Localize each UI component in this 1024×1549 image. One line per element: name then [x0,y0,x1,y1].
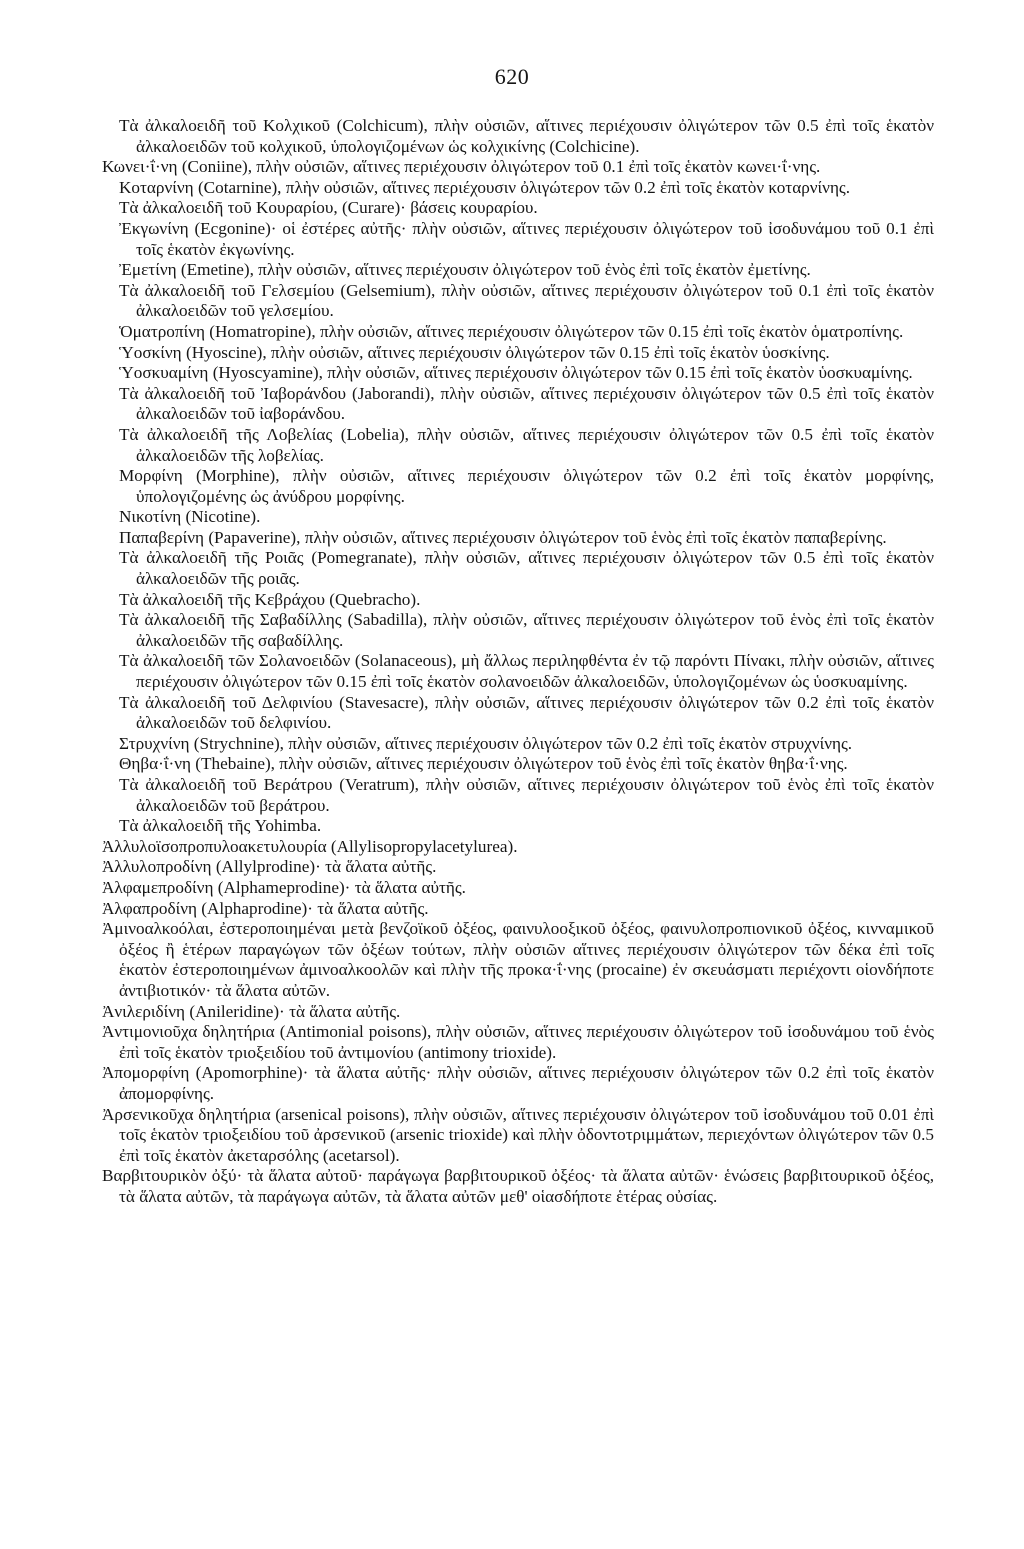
entry-ecgonine: Ἐκγωνίνη (Ecgonine)· οἱ ἐστέρες αὐτῆς· πλὴν οὐσιῶν, αἵτινες περιέχουσιν ὀλιγώτερον τοῦ ἰσοδυνάμου τοῦ 0.1 ἐπὶ τοῖς ἑκατὸν ἐκγωνίνης. [119,218,934,259]
entry-colchicum: Τὰ ἀλκαλοειδῆ τοῦ Κολχικοῦ (Colchicum), πλὴν οὐσιῶν, αἵτινες περιέχουσιν ὀλιγώτερον τῶν 0.5 ἐπὶ τοῖς ἑκατὸν ἀλκαλοειδῶν τοῦ κολχικοῦ, ὑπολογιζομένων ὡς κολχικίνης (Colchicine). [119,116,934,156]
entry-hyoscine: Ὑοσκίνη (Hyoscine), πλὴν οὐσιῶν, αἵτινες περιέχουσιν ὀλιγώτερον τῶν 0.15 ἐπὶ τοῖς ἑκατὸν ὑοσκίνης. [119,342,830,362]
entry-coniine: Κωνει·ΐ·νη (Coniine), πλὴν οὐσιῶν, αἵτινες περιέχουσιν ὀλιγώτερον τοῦ 0.1 ἐπὶ τοῖς ἑκατὸν κωνει·ΐ·νης. [102,157,821,177]
entry-hyoscyamine: Ὑοσκυαμίνη (Hyoscyamine), πλὴν οὐσιῶν, αἵτινες περιέχουσιν ὀλιγώτερον τῶν 0.15 ἐπὶ τοῖς ἑκατὸν ὑοσκυαμίνης. [119,363,913,383]
entry-morphine: Μορφίνη (Morphine), πλὴν οὐσιῶν, αἵτινες περιέχουσιν ὀλιγώτερον τῶν 0.2 ἐπὶ τοῖς ἑκατὸν μορφίνης, ὑπολογιζομένης ὡς ἀνύδρου μορφίνης. [119,466,934,506]
entry-papaverine: Παπαβερίνη (Papaverine), πλὴν οὐσιῶν, αἵτινες περιέχουσιν ὀλιγώτερον τοῦ ἑνὸς ἐπὶ τοῖς ἑκατὸν παπαβερίνης. [119,527,887,547]
entry-aminoalcohols: Ἀμινοαλκοόλαι, ἐστεροποιημέναι μετὰ βενζοϊκοῦ ὀξέος, φαινυλοοξικοῦ ὀξέος, φαινυλοπροπιονικοῦ ὀξέος, κινναμικοῦ ὀξέος ἢ ἑτέρων παραγώγων τῶν ὀξέων τούτων, πλὴν οὐσιῶν αἵτινες περιέχουσιν ὀλιγώτερον τῶν δέκα ἐπὶ τοῖς ἑκατὸν ἐστεροποιημένων ἀμινοαλκοολῶν καὶ πλὴν τῆς προκα·ΐ·νης (procaine) ἐν σκευάσματι περιέχοντι οἱονδήποτε ἀντιβιοτικόν· τὰ ἅλατα αὐτῶν. [102,919,934,1000]
entry-alphameprodine: Ἀλφαμεπροδίνη (Alphameprodine)· τὰ ἅλατα αὐτῆς. [102,877,466,897]
entry-nicotine: Νικοτίνη (Nicotine). [119,507,261,527]
entry-cotarnine: Κοταρνίνη (Cotarnine), πλὴν οὐσιῶν, αἵτινες περιέχουσιν ὀλιγώτερον τῶν 0.2 ἐπὶ τοῖς ἑκατὸν κοταρνίνης. [119,177,851,197]
entry-solanaceous: Τὰ ἀλκαλοειδῆ τῶν Σολανοειδῶν (Solanaceous), μὴ ἄλλως περιληφθέντα ἐν τῷ παρόντι Πίνακι, πλὴν οὐσιῶν, αἵτινες περιέχουσιν ὀλιγώτερον τῶν 0.15 ἐπὶ τοῖς ἑκατὸν σολανοειδῶν ἀλκαλοειδῶν, ὑπολογιζομένων ὡς ὑοσκυαμίνης. [119,651,934,692]
entry-veratrum: Τὰ ἀλκαλοειδῆ τοῦ Βεράτρου (Veratrum), πλὴν οὐσιῶν, αἵτινες περιέχουσιν ὀλιγώτερον τοῦ ἑνὸς ἐπὶ τοῖς ἑκατὸν ἀλκαλοειδῶν τοῦ βεράτρου. [119,775,934,815]
entry-alphaprodine: Ἀλφαπροδίνη (Alphaprodine)· τὰ ἅλατα αὐτῆς. [102,898,429,918]
entry-apomorphine: Ἀπομορφίνη (Apomorphine)· τὰ ἅλατα αὐτῆς· πλὴν οὐσιῶν, αἵτινες περιέχουσιν ὀλιγώτερον τῶν 0.2 ἐπὶ τοῖς ἑκατὸν ἀπομορφίνης. [102,1063,934,1103]
entry-anileridine: Ἀνιλεριδίνη (Anileridine)· τὰ ἅλατα αὐτῆς. [102,1001,401,1021]
entry-antimonial-poisons: Ἀντιμονιοῦχα δηλητήρια (Antimonial poisons), πλὴν οὐσιῶν, αἵτινες περιέχουσιν ὀλιγώτερον τοῦ ἰσοδυνάμου τοῦ ἑνὸς ἐπὶ τοῖς ἑκατὸν τριοξειδίου τοῦ ἀντιμονίου (antimony trioxide). [102,1022,934,1062]
entry-jaborandi: Τὰ ἀλκαλοειδῆ τοῦ Ἰαβοράνδου (Jaborandi), πλὴν οὐσιῶν, αἵτινες περιέχουσιν ὀλιγώτερον τῶν 0.5 ἐπὶ τοῖς ἑκατὸν ἀλκαλοειδῶν τοῦ ἰαβοράνδου. [119,383,934,424]
entry-yohimba: Τὰ ἀλκαλοειδῆ τῆς Yohimba. [119,816,322,836]
entry-sabadilla: Τὰ ἀλκαλοειδῆ τῆς Σαβαδίλλης (Sabadilla), πλὴν οὐσιῶν, αἵτινες περιέχουσιν ὀλιγώτερον τοῦ ἑνὸς ἐπὶ τοῖς ἑκατὸν ἀλκαλοειδῶν τῆς σαβαδίλλης. [119,610,934,650]
entry-stavesacre: Τὰ ἀλκαλοειδῆ τοῦ Δελφινίου (Stavesacre), πλὴν οὐσιῶν, αἵτινες περιέχουσιν ὀλιγώτερον τῶν 0.2 ἐπὶ τοῖς ἑκατὸν ἀλκαλοειδῶν τοῦ δελφινίου. [119,692,934,733]
entry-arsenical-poisons: Ἀρσενικοῦχα δηλητήρια (arsenical poisons), πλὴν οὐσιῶν, αἵτινες περιέχουσιν ὀλιγώτερον τοῦ ἰσοδυνάμου τοῦ 0.01 ἐπὶ τοῖς ἑκατὸν τριοξειδίου τοῦ ἀρσενικοῦ (arsenic trioxide) καὶ πλὴν ὀδοντοτριμμάτων, περιεχόντων ὀλιγώτερον τῶν 0.5 ἐπὶ τοῖς ἑκατὸν ἀκεταρσόλης (acetarsol). [102,1104,934,1165]
entry-emetine: Ἐμετίνη (Emetine), πλὴν οὐσιῶν, αἵτινες περιέχουσιν ὀλιγώτερον τοῦ ἑνὸς ἐπὶ τοῖς ἑκατὸν ἐμετίνης. [119,260,811,280]
entry-gelsemium: Τὰ ἀλκαλοειδῆ τοῦ Γελσεμίου (Gelsemium), πλὴν οὐσιῶν, αἵτινες περιέχουσιν ὀλιγώτερον τοῦ 0.1 ἐπὶ τοῖς ἑκατὸν ἀλκαλοειδῶν τοῦ γελσεμίου. [119,280,934,321]
entry-allylprodine: Ἀλλυλοπροδίνη (Allylprodine)· τὰ ἅλατα αὐτῆς. [102,857,437,877]
entry-homatropine: Ὁματροπίνη (Homatropine), πλὴν οὐσιῶν, αἵτινες περιέχουσιν ὀλιγώτερον τῶν 0.15 ἐπὶ τοῖς ἑκατὸν ὁματροπίνης. [119,321,904,341]
entry-lobelia: Τὰ ἀλκαλοειδῆ τῆς Λοβελίας (Lobelia), πλὴν οὐσιῶν, αἵτινες περιέχουσιν ὀλιγώτερον τῶν 0.5 ἐπὶ τοῖς ἑκατὸν ἀλκαλοειδῶν τῆς λοβελίας. [119,424,934,465]
entry-quebracho: Τὰ ἀλκαλοειδῆ τῆς Κεβράχου (Quebracho). [119,589,421,609]
entry-curare: Τὰ ἀλκαλοειδῆ τοῦ Κουραρίου, (Curare)· βάσεις κουραρίου. [119,198,538,218]
entry-strychnine: Στρυχνίνη (Strychnine), πλὴν οὐσιῶν, αἵτινες περιέχουσιν ὀλιγώτερον τῶν 0.2 ἐπὶ τοῖς ἑκατὸν στρυχνίνης. [119,733,853,753]
page-number: 620 [494,64,530,89]
entry-pomegranate: Τὰ ἀλκαλοειδῆ τῆς Ροιᾶς (Pomegranate), πλὴν οὐσιῶν, αἵτινες περιέχουσιν ὀλιγώτερον τῶν 0.5 ἐπὶ τοῖς ἑκατὸν ἀλκαλοειδῶν τῆς ροιᾶς. [119,548,934,589]
alkaloid-list [0,116,1024,1207]
entry-barbituric-acid: Βαρβιτουρικὸν ὀξύ· τὰ ἅλατα αὐτοῦ· παράγωγα βαρβιτουρικοῦ ὀξέος· τὰ ἅλατα αὐτῶν· ἑνώσεις βαρβιτουρικοῦ ὀξέος, τὰ ἅλατα αὐτῶν, τὰ παράγωγα αὐτῶν, τὰ ἅλατα αὐτῶν μεθ' οἱασδήποτε ἑτέρας οὐσίας. [102,1166,934,1206]
entry-thebaine: Θηβα·ΐ·νη (Thebaine), πλὴν οὐσιῶν, αἵτινες περιέχουσιν ὀλιγώτερον τοῦ ἑνὸς ἐπὶ τοῖς ἑκατὸν θηβα·ΐ·νης. [119,754,848,774]
entry-allylisopropylacetylurea: Ἀλλυλοϊσοπροπυλοακετυλουρία (Allylisopropylacetylurea). [102,836,518,856]
